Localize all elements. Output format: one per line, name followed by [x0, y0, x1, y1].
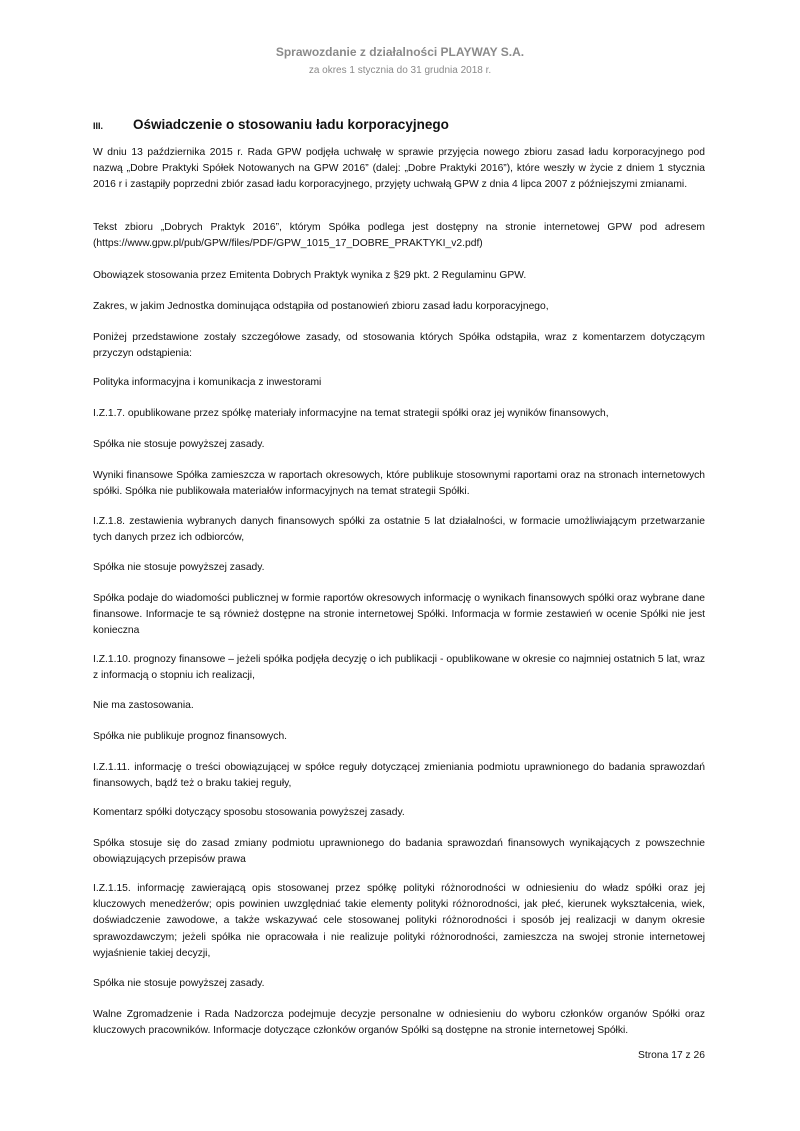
page-number: Strona 17 z 26 — [638, 1050, 705, 1061]
paragraph: W dniu 13 października 2015 r. Rada GPW podjęła uchwałę w sprawie przyjęcia nowego zbioru zasad ładu korporacyjnego pod nazwą „Dobre Praktyki Spółek Notowanych na GPW 2016” (dalej: „Dobre Praktyki 2016”), które weszły w życie z dniem 1 stycznia 2016 r i zastąpiły poprzedni zbiór zasad ładu korporacyjnego, przyjęty uchwałą GPW z dnia 4 lipca 2007 z późniejszymi zmianami. — [93, 147, 705, 191]
paragraph: Spółka nie stosuje powyższej zasady. — [93, 439, 265, 450]
paragraph: Spółka stosuje się do zasad zmiany podmiotu uprawnionego do badania sprawozdań finansowych wynikających z powszechnie obowiązujących przepisów prawa — [93, 838, 705, 866]
paragraph: I.Z.1.7. opublikowane przez spółkę materiały informacyjne na temat strategii spółki oraz jej wyników finansowych, — [93, 408, 609, 419]
paragraph: I.Z.1.15. informację zawierającą opis stosowanej przez spółkę polityki różnorodności w odniesieniu do władz spółki oraz jej kluczowych menedżerów; opis powinien uwzględniać takie elementy polityki różnorodności, jak płeć, kierunek wykształcenia, wiek, doświadczenie zawodowe, a także wskazywać cele stosowanej polityki różnorodności i sposób jej realizacji w danym okresie sprawozdawczym; jeżeli spółka nie opracowała i nie realizuje polityki różnorodności, zamieszcza na swojej stronie internetowej wyjaśnienie takiej decyzji, — [93, 883, 705, 959]
paragraph: Zakres, w jakim Jednostka dominująca odstąpiła od postanowień zbioru zasad ładu korporacyjnego, — [93, 301, 549, 312]
document-header-title: Sprawozdanie z działalności PLAYWAY S.A. — [275, 45, 525, 59]
paragraph: Polityka informacyjna i komunikacja z inwestorami — [93, 377, 322, 388]
paragraph: Nie ma zastosowania. — [93, 700, 194, 711]
paragraph: Spółka nie publikuje prognoz finansowych. — [93, 731, 288, 742]
paragraph: I.Z.1.11. informację o treści obowiązującej w spółce reguły dotyczącej zmieniania podmiotu uprawnionego do badania sprawozdań finansowych, bądź też o braku takiej reguły, — [93, 762, 705, 790]
paragraph: Spółka podaje do wiadomości publicznej w formie raportów okresowych informację o wynikach finansowych spółki oraz wybrane dane finansowe. Informacje te są również dostępne na stronie internetowej Spółki. Informacja w formie zestawień w ocenie Spółki nie jest konieczna — [93, 593, 705, 637]
paragraph: I.Z.1.8. zestawienia wybranych danych finansowych spółki za ostatnie 5 lat działalności, w formacie umożliwiającym przetwarzanie tych danych przez ich odbiorców, — [93, 516, 705, 544]
paragraph: Spółka nie stosuje powyższej zasady. — [93, 978, 265, 989]
paragraph: Poniżej przedstawione zostały szczegółowe zasady, od stosowania których Spółka odstąpiła, wraz z komentarzem dotyczącym przyczyn odstąpienia: — [93, 332, 705, 360]
paragraph: Komentarz spółki dotyczący sposobu stosowania powyższej zasady. — [93, 807, 405, 818]
paragraph: I.Z.1.10. prognozy finansowe – jeżeli spółka podjęła decyzję o ich publikacji - opublikowane w okresie co najmniej ostatnich 5 lat, wraz z informacją o stopniu ich realizacji, — [93, 654, 705, 682]
paragraph: Walne Zgromadzenie i Rada Nadzorcza podejmuje decyzje personalne w odniesieniu do wyboru członków organów Spółki oraz kluczowych pracowników. Informacje dotyczące członków organów Spółki są dostępne na stronie internetowej Spółki. — [93, 1009, 705, 1037]
document-header-subtitle: za okres 1 stycznia do 31 grudnia 2018 r. — [308, 65, 492, 76]
paragraph: Tekst zbioru „Dobrych Praktyk 2016”, którym Spółka podlega jest dostępny na stronie internetowej GPW pod adresem (https://www.gpw.pl/pub/GPW/files/PDF/GPW_1015_17_DOBRE_PRAKTYKI_v2.pdf) — [93, 222, 705, 250]
section-number: III. — [93, 121, 104, 131]
section-heading — [93, 117, 449, 132]
paragraph: Obowiązek stosowania przez Emitenta Dobrych Praktyk wynika z §29 pkt. 2 Regulaminu GPW. — [93, 270, 527, 281]
paragraph: Spółka nie stosuje powyższej zasady. — [93, 562, 265, 573]
section-title: Oświadczenie o stosowaniu ładu korporacyjnego — [133, 117, 449, 132]
paragraph: Wyniki finansowe Spółka zamieszcza w raportach okresowych, które publikuje stosownymi raportami oraz na stronach internetowych spółki. Spółka nie publikowała materiałów informacyjnych na temat strategii Spółki. — [93, 470, 705, 498]
